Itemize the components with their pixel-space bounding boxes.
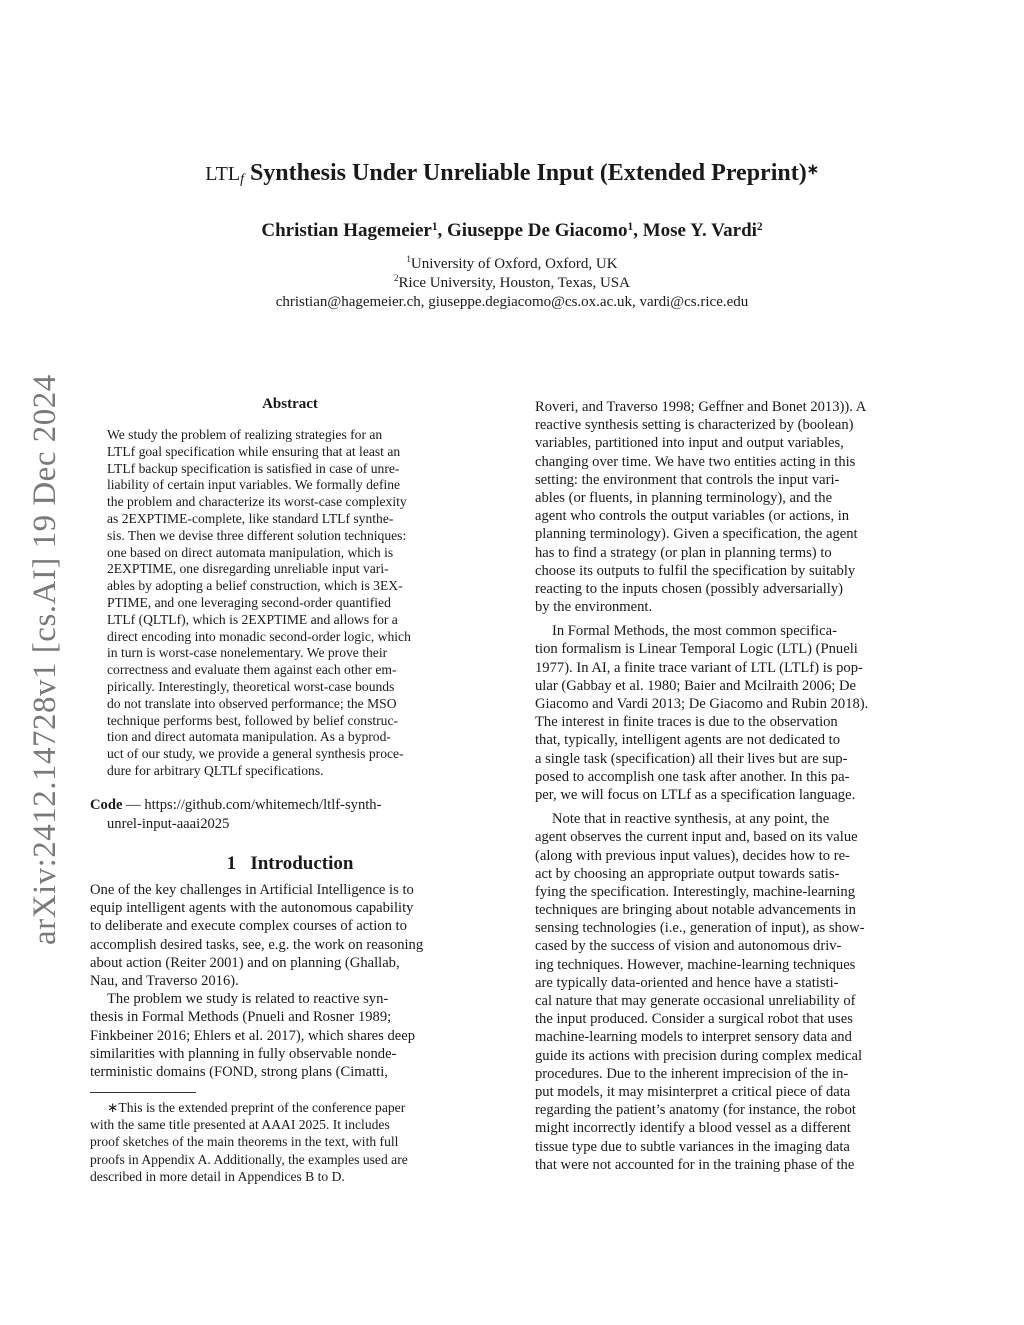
text-line: cal nature that may generate occasional unreliability of — [535, 993, 856, 1009]
text-line: equip intelligent agents with the autonomous capability — [90, 900, 414, 917]
text-line: variables, partitioned into input and output variables, — [535, 435, 844, 452]
text-line: tissue type due to subtle variances in the imaging data — [535, 1138, 850, 1155]
right-column-text — [535, 398, 935, 1174]
footnote-line: proof sketches of the main theorems in the text, with full — [90, 1134, 399, 1150]
author-name: Mose Y. Vardi — [642, 220, 757, 241]
text-line: ables by adopting a belief construction, which is 3EX- — [107, 578, 403, 594]
text-line: posed to accomplish one task after another. In this pa- — [535, 768, 850, 785]
text-line: techniques are bringing about notable advancements in — [535, 902, 856, 919]
text-line: per, we will focus on LTLf as a specification language. — [535, 786, 856, 803]
text-line: act by choosing an appropriate output towards satis- — [535, 865, 840, 882]
text-line: direct encoding into monadic second-order logic, which — [107, 628, 411, 644]
text-line: The problem we study is related to reactive syn- — [107, 991, 389, 1008]
author-name: Christian Hagemeier — [261, 220, 432, 241]
text-line: agent who controls the output variables (or actions, in — [535, 508, 850, 525]
text-line: might incorrectly identify a blood vessel as a different — [535, 1120, 851, 1137]
text-line: 2EXPTIME, one disregarding unreliable input vari- — [107, 561, 389, 577]
title-prefix-subscript: f — [240, 172, 244, 187]
section-title: Introduction — [250, 853, 354, 874]
text-line: tion formalism is Linear Temporal Logic (LTL) (Pnueli — [535, 641, 858, 658]
text-line: LTLf (QLTLf), which is 2EXPTIME and allows for a — [107, 611, 398, 627]
affiliations — [0, 255, 1024, 312]
section-heading-introduction — [90, 853, 490, 875]
text-line: LTLf goal specification while ensuring that at least an — [107, 443, 401, 459]
text-line: Finkbeiner 2016; Ehlers et al. 2017), which shares deep — [90, 1027, 416, 1044]
author-affiliation-mark: 1 — [627, 221, 634, 233]
author-list: Christian Hagemeier$^1$, Giuseppe De Giacomo$^1$, Mose Y. Vardi$^2$ — [261, 220, 763, 241]
footnote-rule — [90, 1092, 196, 1093]
author-name: Giuseppe De Giacomo — [447, 220, 628, 241]
abstract-heading: Abstract — [262, 396, 318, 412]
text-line: uct of our study, we provide a general synthesis proce- — [107, 746, 404, 762]
text-line: planning terminology). Given a specification, the agent — [535, 526, 858, 543]
text-line: machine-learning models to interpret sensory data and — [535, 1029, 852, 1046]
text-line: liability of certain input variables. We formally define — [107, 477, 401, 493]
text-line: accomplish desired tasks, see, e.g. the work on reasoning — [90, 936, 424, 953]
text-line: sis. Then we devise three different solution techniques: — [107, 527, 407, 543]
footnote-line: ∗This is the extended preprint of the conference paper — [107, 1100, 406, 1115]
author-affiliation-mark: 1 — [431, 221, 438, 233]
footnote-line: proofs in Appendix A. Additionally, the examples used are — [90, 1151, 408, 1167]
text-line: to deliberate and execute complex courses of action to — [90, 918, 407, 935]
footnote — [90, 1099, 490, 1185]
text-line: agent observes the current input and, based on its value — [535, 829, 858, 846]
text-line: Giacomo and Vardi 2013; De Giacomo and Rubin 2018). — [535, 696, 869, 712]
text-line: procedures. Due to the inherent imprecision of the in- — [535, 1065, 849, 1082]
text-line: by the environment. — [535, 599, 653, 616]
text-line: the input produced. Consider a surgical robot that uses — [535, 1011, 853, 1028]
text-line: PTIME, and one leveraging second-order quantified — [107, 594, 391, 610]
code-label: Code — [90, 797, 123, 813]
text-line: We study the problem of realizing strategies for an — [107, 427, 383, 442]
code-url-continued[interactable]: unrel-input-aaai2025 — [107, 815, 230, 832]
text-line: do not translate into observed performance; the MSO — [107, 695, 397, 711]
text-line: pirically. Interestingly, theoretical worst-case bounds — [107, 678, 395, 694]
text-line: The interest in finite traces is due to the observation — [535, 714, 838, 731]
text-line: guide its actions with precision during complex medical — [535, 1047, 863, 1064]
affiliation-2: $^2$Rice University, Houston, Texas, USA — [394, 273, 630, 291]
text-line: similarities with planning in fully observable nonde- — [90, 1045, 397, 1062]
title-prefix: LTL — [205, 163, 241, 185]
text-line: regarding the patient’s anatomy (for instance, the robot — [535, 1102, 856, 1119]
text-line: reacting to the inputs chosen (possibly adversarially) — [535, 580, 844, 597]
text-line: fying the specification. Interestingly, machine-learning — [535, 883, 856, 900]
text-line: as 2EXPTIME-complete, like standard LTLf synthe- — [107, 510, 394, 526]
text-line: tion and direct automata manipulation. As a byprod- — [107, 729, 391, 745]
text-line: changing over time. We have two entities acting in this — [535, 453, 856, 470]
text-line: In Formal Methods, the most common specifica- — [552, 623, 837, 640]
footnote-line: described in more detail in Appendices B to D. — [90, 1168, 345, 1184]
text-line: has to find a strategy (or plan in planning terms) to — [535, 544, 832, 561]
author-affiliation-mark: 2 — [756, 221, 763, 233]
text-line: put models, it may misinterpret a critical piece of data — [535, 1083, 851, 1100]
text-line: LTLf backup specification is satisfied in case of unre- — [107, 460, 400, 476]
text-line: the problem and characterize its worst-case complexity — [107, 494, 407, 510]
code-url[interactable]: https://github.com/whitemech/ltlf-synth- — [144, 797, 382, 813]
text-line: Roveri, and Traverso 1998; Geffner and Bonet 2013)). A — [535, 399, 867, 415]
text-line: reactive synthesis setting is characterized by (boolean) — [535, 417, 854, 434]
text-line: ables (or fluents, in planning terminology), and the — [535, 489, 833, 506]
paper-title — [0, 160, 1024, 188]
text-line: a single task (specification) all their lives but are sup- — [535, 750, 848, 767]
text-line: that were not accounted for in the training phase of the — [535, 1156, 855, 1173]
title-footnote-marker: ∗ — [806, 162, 819, 178]
arxiv-identifier: arXiv:2412.14728v1 [cs.AI] 19 Dec 2024 — [27, 374, 63, 945]
footnote-line: with the same title presented at AAAI 2025. It includes — [90, 1117, 390, 1133]
text-line: setting: the environment that controls the input vari- — [535, 471, 840, 488]
code-link-block: Code — https://github.com/whitemech/ltlf-synth- unrel-input-aaai2025 — [90, 796, 490, 833]
section-number: 1 — [226, 853, 237, 874]
text-line: 1977). In AI, a finite trace variant of LTL (LTLf) is pop- — [535, 659, 863, 676]
text-line: dure for arbitrary QLTLf specifications. — [107, 762, 324, 778]
text-line: technique performs best, followed by belief construc- — [107, 712, 399, 728]
text-line: thesis in Formal Methods (Pnueli and Rosner 1989; — [90, 1009, 392, 1026]
title-main: Synthesis Under Unreliable Input (Extended Preprint) — [243, 160, 807, 186]
text-line: terministic domains (FOND, strong plans (Cimatti, — [90, 1063, 388, 1080]
abstract-body — [107, 427, 473, 780]
text-line: in turn is worst-case nonelementary. We prove their — [107, 645, 388, 661]
affiliation-1: $^1$University of Oxford, Oxford, UK — [406, 254, 618, 272]
text-line: (along with previous input values), decides how to re- — [535, 847, 850, 864]
text-line: Nau, and Traverso 2016). — [90, 972, 239, 989]
text-line: correctness and evaluate them against each other em- — [107, 662, 397, 678]
text-line: that, typically, intelligent agents are not dedicated to — [535, 732, 841, 749]
text-line: sensing technologies (i.e., generation of input), as show- — [535, 920, 865, 937]
text-line: choose its outputs to fulfil the specification by suitably — [535, 562, 856, 579]
introduction-text — [90, 881, 490, 1081]
author-emails: christian@hagemeier.ch, giuseppe.degiacomo@cs.ox.ac.uk, vardi@cs.rice.edu — [275, 294, 749, 310]
text-line: Note that in reactive synthesis, at any point, the — [552, 811, 830, 828]
text-line: ing techniques. However, machine-learning techniques — [535, 956, 856, 973]
text-line: cased by the success of vision and autonomous driv- — [535, 938, 842, 955]
text-line: about action (Reiter 2001) and on planning (Ghallab, — [90, 954, 400, 971]
text-line: One of the key challenges in Artificial Intelligence is to — [90, 882, 414, 898]
text-line: ular (Gabbay et al. 1980; Baier and Mcilraith 2006; De — [535, 677, 856, 694]
text-line: are typically data-oriented and hence have a statisti- — [535, 974, 839, 991]
text-line: one based on direct automata manipulation, which is — [107, 544, 394, 560]
